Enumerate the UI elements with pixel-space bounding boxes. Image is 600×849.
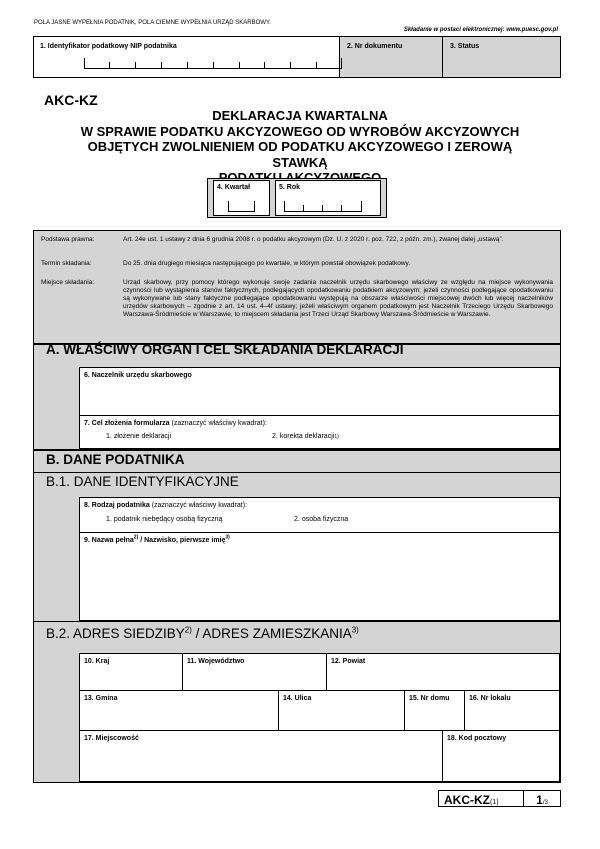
deadline-label: Termin składania: — [41, 260, 92, 267]
field-11-input[interactable] — [183, 653, 327, 691]
title-line: W SPRAWIE PODATKU AKCYZOWEGO OD WYROBÓW AKCYZOWYCH — [80, 123, 520, 139]
form-code: AKC-KZ — [44, 92, 98, 108]
field-17-input[interactable] — [79, 731, 443, 782]
footer-page-number: 1/3 — [524, 790, 561, 807]
quarter-label: 4. Kwartał — [217, 184, 251, 191]
field-17-label: 17. Miejscowość — [84, 735, 139, 742]
nip-comb-input[interactable] — [84, 59, 342, 69]
field-14-input[interactable] — [279, 691, 405, 731]
quarter-field[interactable] — [213, 180, 270, 216]
option-declaration[interactable] — [106, 433, 171, 440]
field-12-label: 12. Powiat — [331, 658, 366, 665]
field-12-input[interactable] — [327, 653, 560, 691]
field-10-label: 10. Kraj — [84, 658, 110, 665]
title-line: OBJĘTYCH ZWOLNIENIEM OD PODATKU AKCYZOWEGO I ZEROWĄ STAWKĄ — [87, 139, 513, 170]
option-number: 1. — [106, 516, 112, 523]
option-non-natural-person[interactable] — [106, 516, 222, 523]
option-number: 2. — [272, 433, 278, 440]
place-label: Miejsce składania: — [41, 279, 95, 286]
field-13-input[interactable] — [79, 691, 279, 731]
footer-form-code: AKC-KZ(1) — [438, 790, 524, 807]
year-field[interactable] — [275, 180, 381, 216]
section-a-title: A. WŁAŚCIWY ORGAN I CEL SKŁADANIA DEKLARACJI — [46, 342, 404, 357]
option-label: korekta deklaracji — [279, 433, 335, 440]
status-field — [444, 37, 560, 77]
field-18-label: 18. Kod pocztowy — [447, 735, 507, 742]
field-8-hint: (zaznaczyć właściwy kwadrat): — [151, 502, 247, 509]
field-15-label: 15. Nr domu — [409, 695, 450, 702]
section-b-title: B. DANE PODATNIKA — [46, 452, 185, 467]
field-11-label: 11. Województwo — [187, 658, 245, 665]
electronic-submission-note: Składanie w postaci elektronicznej: www.puesc.gov.pl — [403, 27, 558, 33]
field-10-input[interactable] — [79, 653, 183, 691]
field-18-input[interactable] — [443, 731, 560, 782]
option-natural-person[interactable] — [294, 516, 348, 523]
nip-field[interactable] — [34, 37, 340, 77]
basis-text: Art. 24e ust. 1 ustawy z dnia 6 grudnia 2008 r. o podatku akcyzowym (Dz. U. z 2020 r. poz. 722, z późn. zm.), zwanej dalej „ustawą”. — [123, 236, 504, 243]
field-7-hint: (zaznaczyć właściwy kwadrat): — [171, 420, 267, 427]
option-number: 1. — [106, 433, 112, 440]
field-7-label: 7. Cel złożenia formularza — [84, 420, 170, 427]
field-16-label: 16. Nr lokalu — [469, 695, 511, 702]
deadline-text: Do 25. dnia drugiego miesiąca następującego po kwartale, w którym powstał obowiązek podatkowy. — [123, 260, 411, 267]
option-label: podatnik niebędący osobą fizyczną — [113, 516, 223, 523]
field-15-input[interactable] — [405, 691, 465, 731]
fill-instruction-note: POLA JASNE WYPEŁNIA PODATNIK, POLA CIEMNE WYPEŁNIA URZĄD SKARBOWY. — [34, 20, 271, 26]
field-7 — [79, 416, 560, 449]
divider — [33, 472, 561, 473]
field-13-label: 13. Gmina — [84, 695, 118, 702]
field-9-label: 9. Nazwa pełna$^{2)}$ / Nazwisko, pierwsze imię$^{3)}$ — [84, 534, 230, 544]
field-16-input[interactable] — [465, 691, 560, 731]
quarter-comb-input[interactable] — [228, 202, 255, 212]
field-8 — [79, 497, 560, 533]
field-6-input[interactable] — [79, 367, 560, 416]
year-comb-input[interactable] — [284, 202, 362, 212]
option-correction[interactable]: 2. korekta deklaracji 1) — [272, 433, 339, 440]
section-b1-title: B.1. DANE IDENTYFIKACYJNE — [46, 474, 239, 489]
doc-number-field — [341, 37, 443, 77]
status-label: 3. Status — [450, 43, 480, 50]
option-label: osoba fizyczna — [301, 516, 349, 523]
title-line: DEKLARACJA KWARTALNA — [212, 108, 388, 123]
field-14-label: 14. Ulica — [283, 695, 312, 702]
field-8-label: 8. Rodzaj podatnika — [84, 502, 150, 509]
place-text: Urząd skarbowy, przy pomocy którego wykonuje swoje zadania naczelnik urzędu skarbowego właściwy ze względu na miejsce wykonywania czynności lub wystąpienia stanów faktycznych, podlegających opodatkowaniu podatkiem akcyzowym; jeżeli czynności podlegające opodatkowaniu są wykonywane lub stany faktyczne podlegające opodatkowaniu występują na obszarze właściwości miejscowej dwóch lub więcej naczelników urzędów skarbowych – zgodnie z art. 14 ust. 4–4f ustawy; jeżeli właściwym organem podatkowym jest Naczelnik Trzeciego Urzędu Skarbowego Warszawa-Śródmieście w Warszawie, to miejscem składania jest Trzeci Urząd Skarbowy Warszawa-Śródmieście w Warszawie. — [123, 279, 553, 318]
field-9-input[interactable] — [79, 533, 560, 621]
year-label: 5. Rok — [279, 184, 301, 191]
field-6-label: 6. Naczelnik urzędu skarbowego — [84, 372, 192, 379]
nip-label: 1. Identyfikator podatkowy NIP podatnika — [40, 43, 177, 50]
option-label: złożenie deklaracji — [113, 433, 172, 440]
divider — [33, 621, 561, 622]
doc-number-label: 2. Nr dokumentu — [347, 43, 403, 50]
section-b2-title: B.2. ADRES SIEDZIBY$^{2)}$ / ADRES ZAMIESZKANIA$^{3)}$ — [46, 625, 359, 641]
option-number: 2. — [294, 516, 300, 523]
basis-label: Podstawa prawna: — [41, 236, 95, 243]
